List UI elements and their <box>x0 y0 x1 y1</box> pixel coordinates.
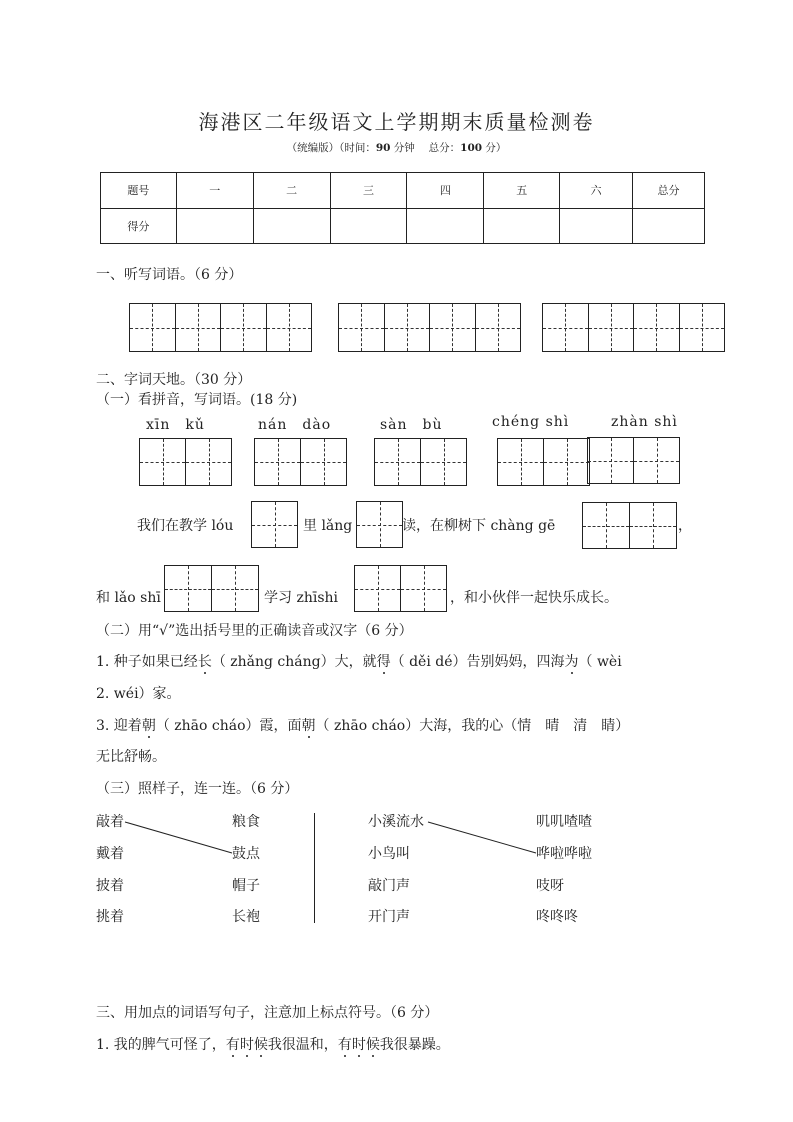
dotted-char: 有 <box>225 1037 240 1053</box>
time-unit: 分钟 总分： <box>393 142 461 154</box>
part1-heading: （一）看拼音，写词语。(18 分) <box>96 392 298 408</box>
table-cell: 得分 <box>101 208 177 244</box>
match-item[interactable]: 小溪流水 <box>368 814 424 830</box>
edition-label: （统编版）（时间： <box>286 142 376 154</box>
table-cell: 五 <box>484 173 560 209</box>
sentence-text: 和 lǎo shī <box>96 590 161 606</box>
sentence-text: 读，在柳树下 chàng gē <box>402 518 556 534</box>
match-item[interactable]: 鼓点 <box>232 846 260 862</box>
section1-heading: 一、听写词语。（6 分） <box>96 267 243 283</box>
table-cell: 一 <box>176 173 253 209</box>
dotted-char: 长 <box>197 654 212 670</box>
text: （ zhǎng cháng）大，就 <box>211 654 377 670</box>
total-value: 100 <box>460 142 483 154</box>
match-item[interactable]: 小鸟叫 <box>368 846 410 862</box>
part3-heading: （三）照样子，连一连。（6 分） <box>96 781 299 797</box>
sentence-text: ，和小伙伴一起快乐成长。 <box>450 590 618 606</box>
match-item[interactable]: 披着 <box>96 878 124 894</box>
match-item[interactable]: 帽子 <box>232 878 260 894</box>
table-cell: 总分 <box>633 173 705 209</box>
match-item[interactable]: 戴着 <box>96 846 124 862</box>
table-cell: 题号 <box>101 173 177 209</box>
match-item[interactable]: 哗啦哗啦 <box>536 846 592 862</box>
text: （ děi dé）告别妈妈，四海 <box>390 654 565 670</box>
text: （ zhāo cháo）大海，我的心（情 晴 清 睛） <box>315 718 630 734</box>
dotted-char: 为 <box>564 654 579 670</box>
table-cell: 二 <box>253 173 330 209</box>
part2-heading: （二）用“√”选出括号里的正确读音或汉字（6 分） <box>96 623 413 639</box>
sentence-text: ， <box>678 518 692 534</box>
text: 1. 种子如果已经 <box>96 654 198 670</box>
dotted-char: 有 <box>337 1037 352 1053</box>
sentence-text: 里 lǎng <box>303 518 353 534</box>
dotted-char: 朝 <box>141 718 156 734</box>
dotted-char: 得 <box>376 654 391 670</box>
question-3-continued: 无比舒畅。 <box>96 749 166 765</box>
match-item[interactable]: 叽叽喳喳 <box>536 814 592 830</box>
sentence-text: 我们在教学 lóu <box>137 518 234 534</box>
match-item[interactable]: 长袍 <box>232 909 260 925</box>
dotted-char: 时 <box>351 1037 366 1053</box>
match-item[interactable]: 挑着 <box>96 909 124 925</box>
dotted-char: 朝 <box>301 718 316 734</box>
match-item[interactable]: 粮食 <box>232 814 260 830</box>
table-cell: 六 <box>560 173 633 209</box>
total-unit: 分） <box>485 142 507 154</box>
text: 我很暴躁。 <box>379 1037 450 1053</box>
question-2: 2. wéi）家。 <box>96 686 181 702</box>
dotted-word <box>338 1037 380 1053</box>
match-item[interactable]: 敲着 <box>96 814 124 830</box>
pinyin-label: zhàn shì <box>611 414 678 430</box>
text: （ wèi <box>578 654 622 670</box>
pinyin-label: sàn bù <box>380 417 443 433</box>
time-value: 90 <box>375 142 391 154</box>
dotted-word <box>226 1037 268 1053</box>
text: 1. 我的脾气可怪了， <box>96 1037 226 1053</box>
text: 我很温和， <box>267 1037 338 1053</box>
sentence-text: 学习 zhīshi <box>264 590 338 606</box>
match-item[interactable]: 吱呀 <box>536 878 564 894</box>
pinyin-label: xīn kǔ <box>146 417 205 433</box>
section3-heading: 三、用加点的词语写句子，注意加上标点符号。（6 分） <box>96 1005 439 1021</box>
section2-heading: 二、字词天地。（30 分） <box>96 372 252 388</box>
table-cell: 三 <box>330 173 407 209</box>
text: （ zhāo cháo）霞，面 <box>155 718 302 734</box>
page-title: 海港区二年级语文上学期期末质量检测卷 <box>198 110 595 134</box>
example-match-line <box>125 822 232 853</box>
pinyin-label: chéng shì <box>492 414 570 430</box>
pinyin-label: nán dào <box>258 417 332 433</box>
match-item[interactable]: 敲门声 <box>368 878 410 894</box>
example-match-line <box>428 822 536 853</box>
table-cell: 四 <box>407 173 484 209</box>
dotted-char: 候 <box>365 1037 380 1053</box>
text: 3. 迎着 <box>96 718 142 734</box>
match-item[interactable]: 开门声 <box>368 909 410 925</box>
match-item[interactable]: 咚咚咚 <box>536 909 578 925</box>
dotted-char: 时 <box>239 1037 254 1053</box>
dotted-char: 候 <box>253 1037 268 1053</box>
section3-question-1 <box>96 1037 450 1053</box>
